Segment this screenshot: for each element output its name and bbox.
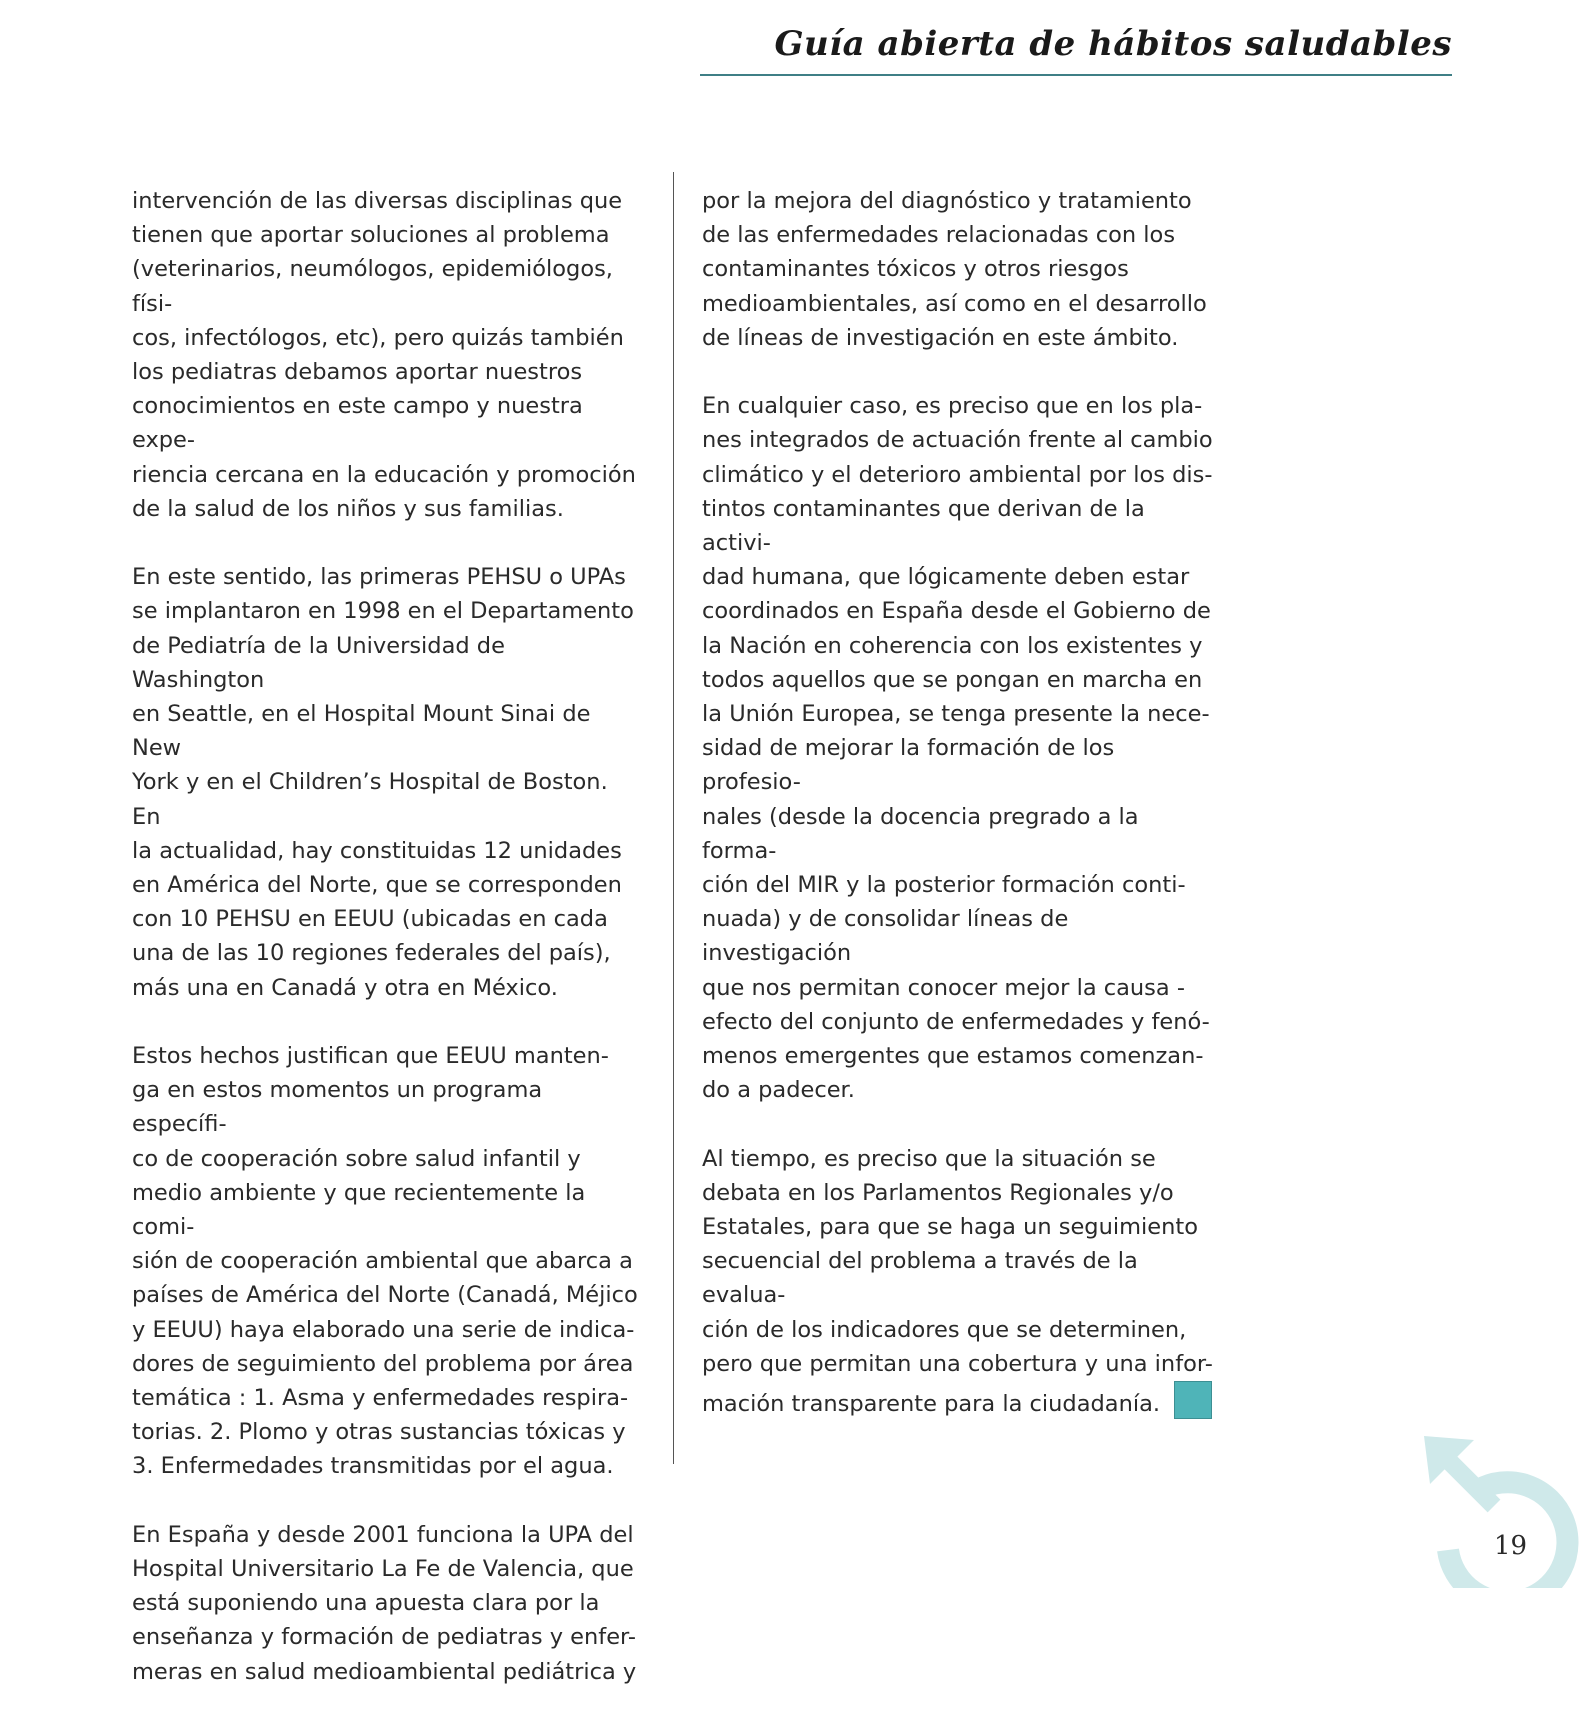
paragraph: En cualquier caso, es preciso que en los pla- nes integrados de actuación frente al cambio climático y el deterioro ambiental por los dis- tintos contaminantes que derivan de la activi- dad humana, que lógicamente deben estar coordinados en España desde el Gobierno de la Nación en coherencia con los existentes y todos aquellos que se pongan en marcha en la Unión Europea, se tenga presente la nece- sidad de mejorar la formación de los profesio- nales (desde la docencia pregrado a la forma- ción del MIR y la posterior formación conti- nuada) y de consolidar líneas de investigación que nos permitan conocer mejor la causa - efecto del conjunto de enfermedades y fenó- menos emergentes que estamos comenzan- do a padecer. xyxy=(702,393,1213,1104)
left-column xyxy=(132,184,642,1723)
last-paragraph xyxy=(702,1142,1217,1422)
back-arrow-icon[interactable] xyxy=(1420,1428,1580,1588)
end-of-article-square-icon xyxy=(1174,1381,1212,1419)
paragraph: En este sentido, las primeras PEHSU o UPAs se implantaron en 1998 en el Departamento de Pediatría de la Universidad de Washington en Seattle, en el Hospital Mount Sinai de New York y en el Children’s Hospital de Boston. En la actualidad, hay constituidas 12 unidades en América del Norte, que se corresponden con 10 PEHSU en EEUU (ubicadas en cada una de las 10 regiones federales del país), más una en Canadá y otra en México. xyxy=(132,564,634,1001)
paragraph: intervención de las diversas disciplinas que tienen que aportar soluciones al problema (veterinarios, neumólogos, epidemiólogos, físi- cos, infectólogos, etc), pero quizás también los pediatras debamos aportar nuestros conocimientos en este campo y nuestra expe- riencia cercana en la educación y promoción de la salud de los niños y sus familias. xyxy=(132,188,636,522)
header-rule xyxy=(700,74,1452,76)
paragraph: En España y desde 2001 funciona la UPA del Hospital Universitario La Fe de Valencia, que está suponiendo una apuesta clara por la enseñanza y formación de pediatras y enfer- meras en salud medioambiental pediátrica y xyxy=(132,1521,637,1685)
paragraph: por la mejora del diagnóstico y tratamiento de las enfermedades relacionadas con los contaminantes tóxicos y otros riesgos medioambientales, así como en el desarrollo de líneas de investigación en este ámbito. xyxy=(702,188,1207,351)
running-header xyxy=(700,18,1452,76)
page-number: 19 xyxy=(1494,1531,1528,1561)
right-column xyxy=(702,184,1217,1455)
paragraph: Estos hechos justifican que EEUU manten- ga en estos momentos un programa específi- co de cooperación sobre salud infantil y medio ambiente y que recientemente la comi- sión de cooperación ambiental que abarca a países de América del Norte (Canadá, Méjico y EEUU) haya elaborado una serie de indica- dores de seguimiento del problema por área temática : 1. Asma y enfermedades respira- torias. 2. Plomo y otras sustancias tóxicas y 3. Enfermedades transmitidas por el agua. xyxy=(132,1043,638,1480)
paragraph-text: Al tiempo, es preciso que la situación se debata en los Parlamentos Regionales y/o Estatales, para que se haga un seguimiento secuencial del problema a través de la evalua- ción de los indicadores que se determinen, pero que permitan una cobertura y una infor- mación transparente para la ciudadanía. xyxy=(702,1145,1213,1418)
column-divider xyxy=(673,172,674,1464)
running-header-title: Guía abierta de hábitos saludables xyxy=(774,24,1452,64)
